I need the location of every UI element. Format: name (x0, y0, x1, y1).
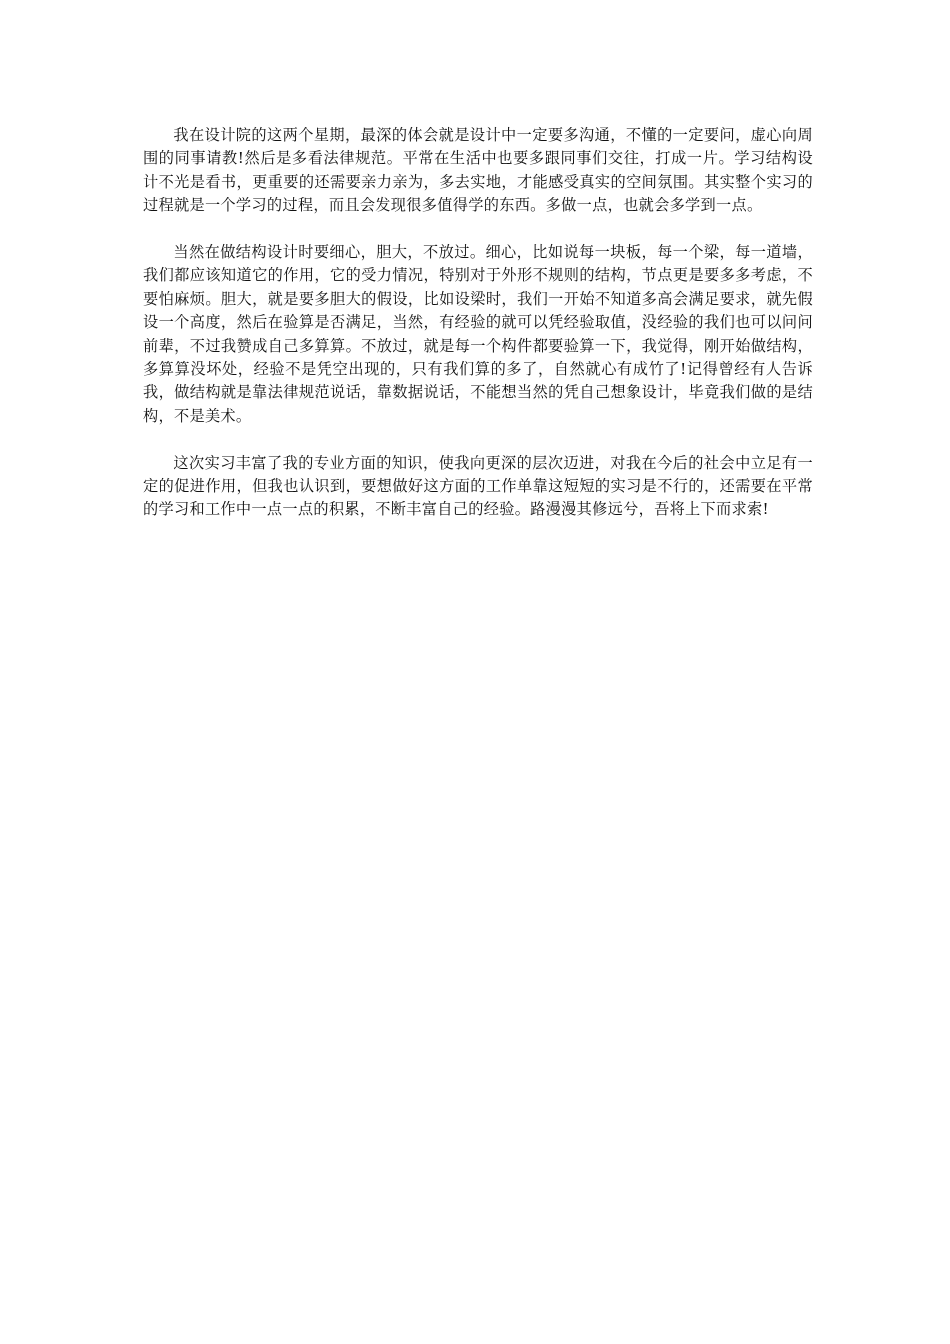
paragraph-3: 这次实习丰富了我的专业方面的知识，使我向更深的层次迈进，对我在今后的社会中立足有一定的促进作用，但我也认识到，要想做好这方面的工作单靠这短短的实习是不行的，还需要在平常的学习和工作中一点一点的积累，不断丰富自己的经验。路漫漫其修远兮，吾将上下而求索! (143, 453, 813, 519)
document-body (143, 124, 813, 545)
paragraph-2: 当然在做结构设计时要细心，胆大，不放过。细心，比如说每一块板，每一个梁，每一道墙，我们都应该知道它的作用，它的受力情况，特别对于外形不规则的结构，节点更是要多多考虑，不要怕麻烦。胆大，就是要多胆大的假设，比如设梁时，我们一开始不知道多高会满足要求，就先假设一个高度，然后在验算是否满足，当然，有经验的就可以凭经验取值，没经验的我们也可以问问前辈，不过我赞成自己多算算。不放过，就是每一个构件都要验算一下，我觉得，刚开始做结构，多算算没坏处，经验不是凭空出现的，只有我们算的多了，自然就心有成竹了!记得曾经有人告诉我，做结构就是靠法律规范说话，靠数据说话，不能想当然的凭自己想象设计，毕竟我们做的是结构，不是美术。 (143, 243, 813, 425)
paragraph-1: 我在设计院的这两个星期，最深的体会就是设计中一定要多沟通，不懂的一定要问，虚心向周围的同事请教!然后是多看法律规范。平常在生活中也要多跟同事们交往，打成一片。学习结构设计不光是看书，更重要的还需要亲力亲为，多去实地，才能感受真实的空间氛围。其实整个实习的过程就是一个学习的过程，而且会发现很多值得学的东西。多做一点，也就会多学到一点。 (143, 126, 813, 215)
